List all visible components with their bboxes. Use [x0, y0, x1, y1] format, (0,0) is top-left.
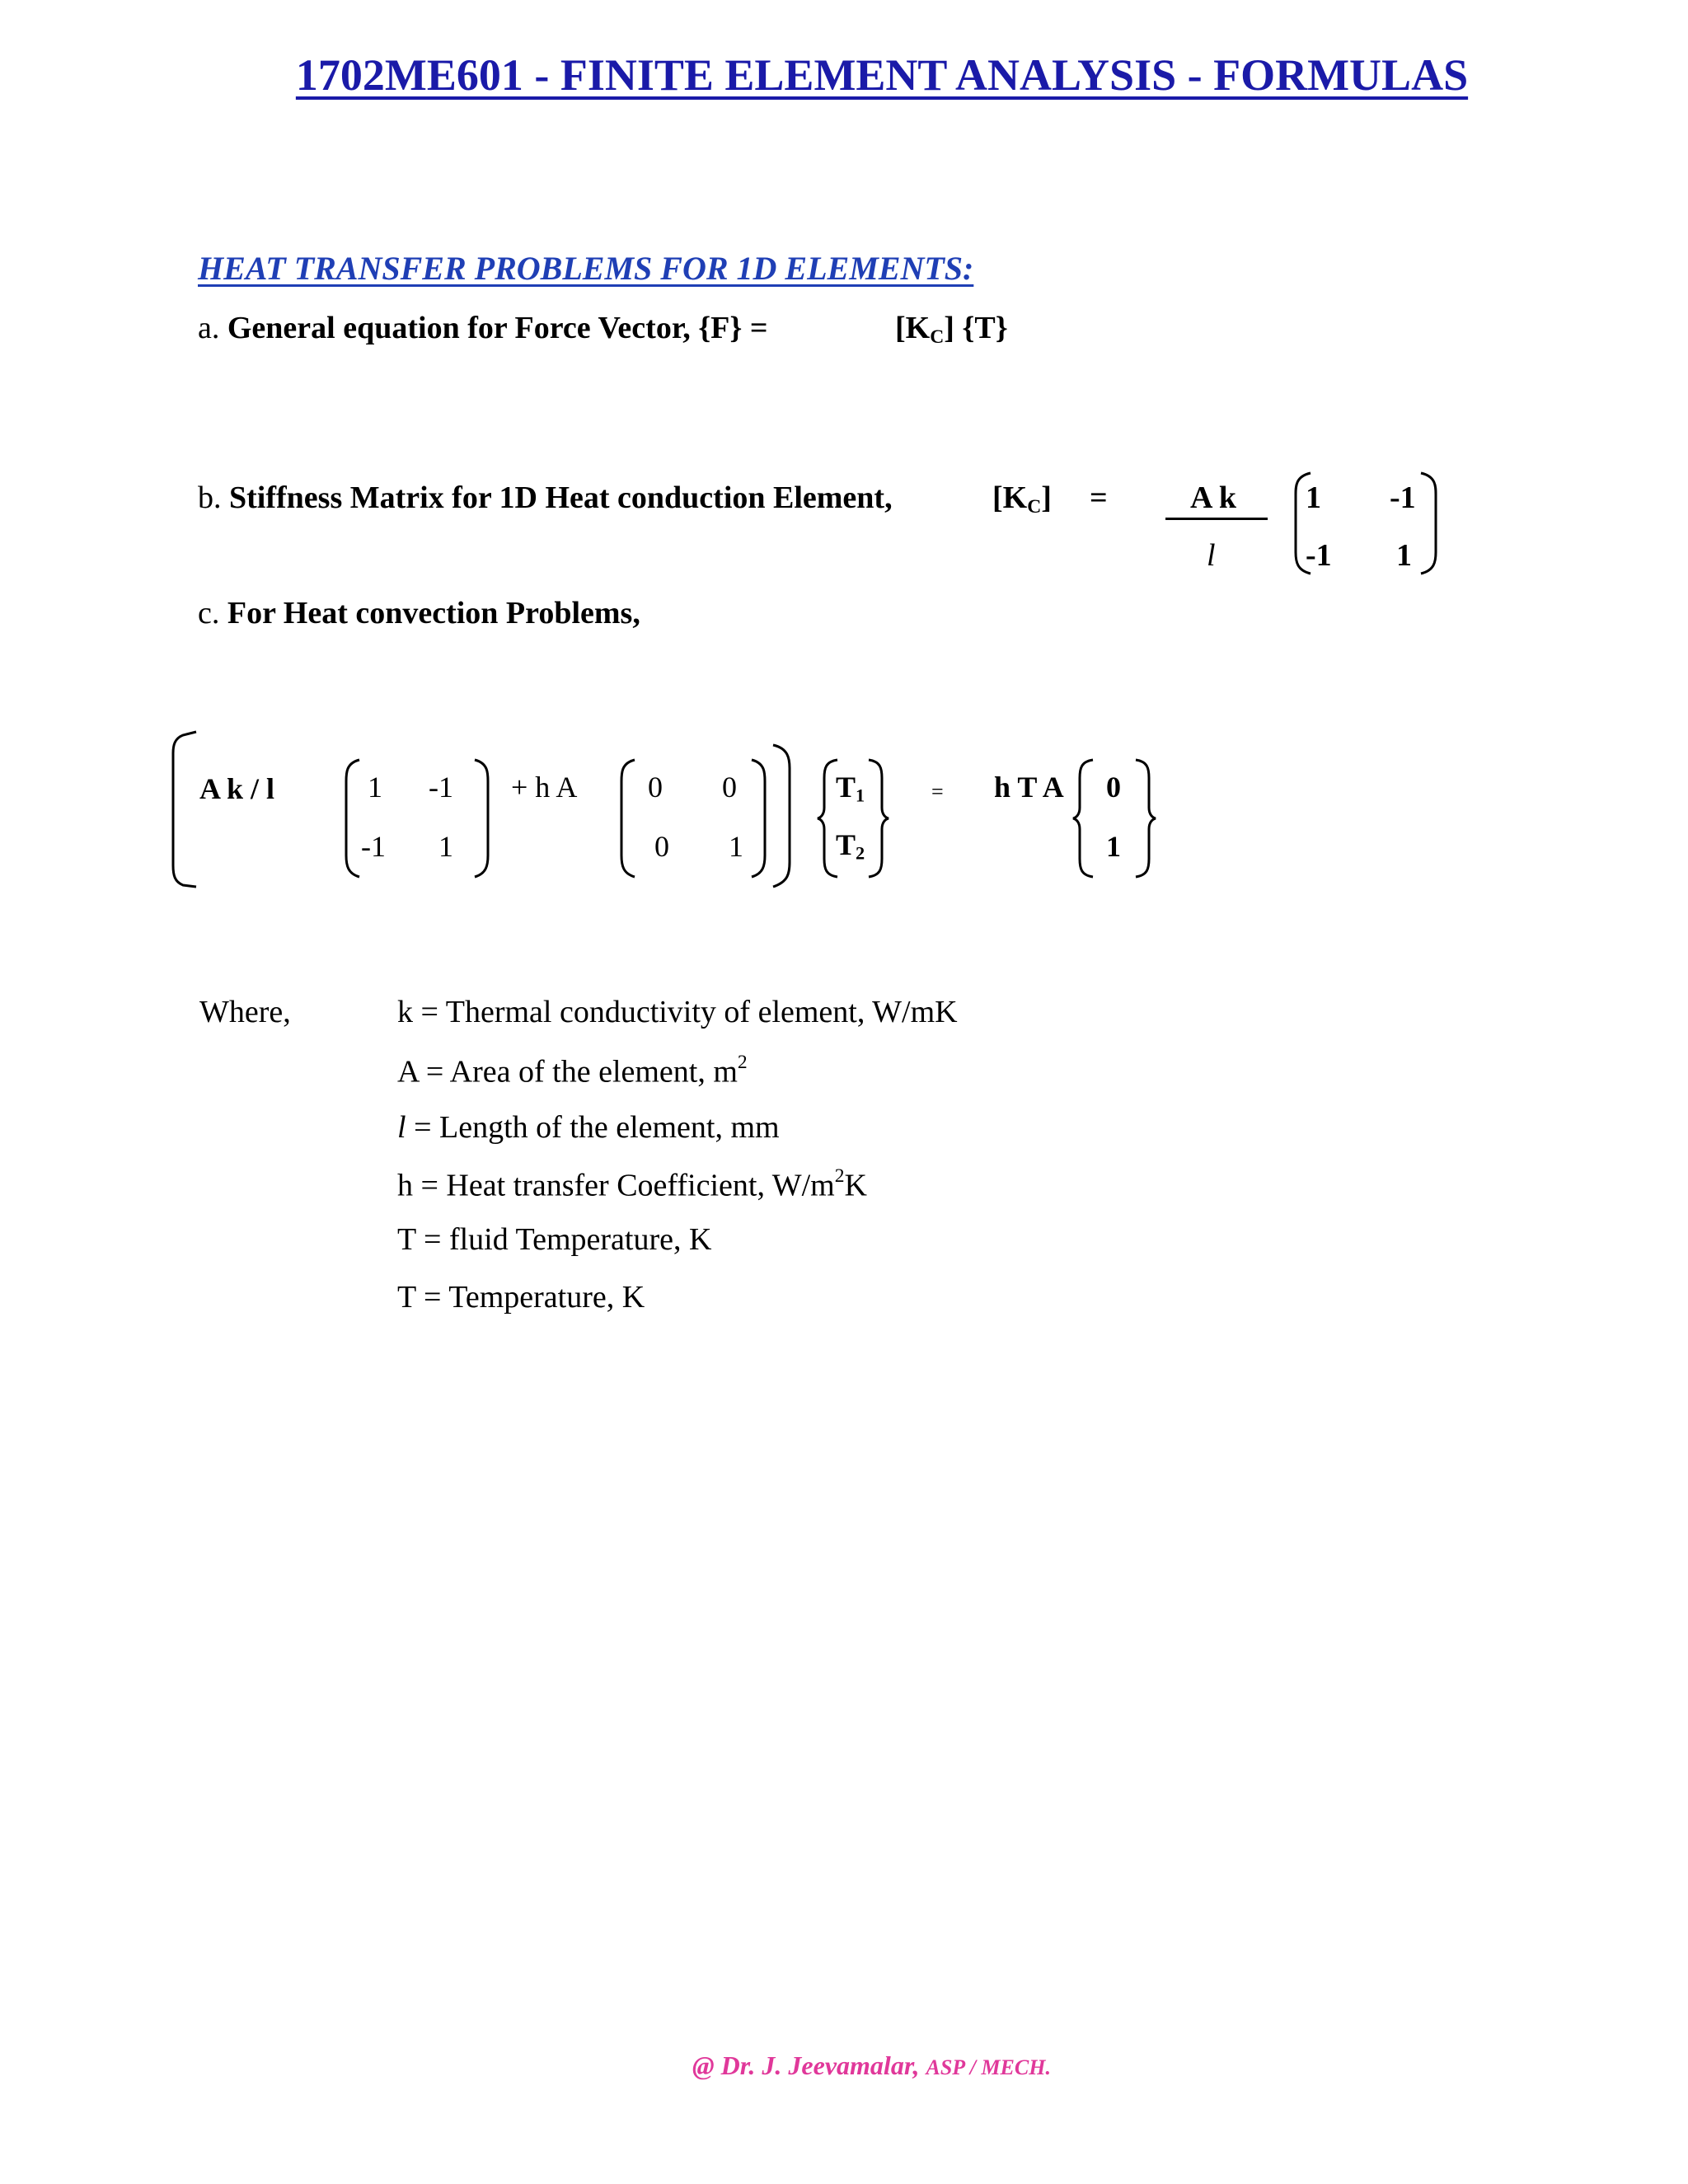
def-h-text: h = Heat transfer Coefficient, W/m: [397, 1168, 835, 1203]
conv-k12: -1: [429, 771, 453, 804]
footer-author: @ Dr. J. Jeevamalar,: [692, 2050, 920, 2080]
item-b-m22: 1: [1396, 538, 1412, 573]
item-b-prefix: b.: [198, 480, 222, 515]
matrix-right-paren: [1416, 470, 1442, 577]
conv-coef: [199, 771, 274, 806]
item-c-prefix: c.: [198, 596, 220, 630]
item-b-lhs-k: [K: [992, 480, 1028, 515]
conv-t1-letter: T: [836, 771, 856, 804]
h-matrix-left-paren: [615, 757, 640, 880]
def-A: [397, 1052, 748, 1090]
def-h-tail: K: [844, 1168, 867, 1203]
conv-r2: 1: [1106, 830, 1121, 863]
conv-k11: 1: [368, 771, 382, 804]
outer-left-bracket: [168, 729, 201, 890]
page-title: 1702ME601 - FINITE ELEMENT ANALYSIS - FORMULAS: [295, 50, 1469, 100]
def-h-sup: 2: [834, 1165, 845, 1187]
item-b-m21: -1: [1306, 538, 1332, 573]
item-a-prefix: a.: [198, 311, 220, 345]
item-a-rhs-k: [K: [895, 311, 931, 345]
item-a-rhs-tail: ] {T}: [944, 311, 1008, 345]
item-a-rhs: [895, 310, 1008, 349]
section-heading: HEAT TRANSFER PROBLEMS FOR 1D ELEMENTS:: [198, 250, 974, 287]
conv-eq: =: [931, 780, 944, 804]
outer-right-bracket: [768, 742, 796, 890]
conv-t1-sub: 1: [856, 785, 865, 806]
item-b-lhs-tail: ]: [1041, 480, 1052, 515]
conv-h12: 0: [722, 771, 737, 804]
item-b: [198, 480, 893, 516]
item-a-label: General equation for Force Vector,: [227, 311, 691, 345]
conv-plus-ha: + h A: [511, 771, 578, 804]
fraction-bar: [1165, 518, 1268, 520]
item-c-label: For Heat convection Problems,: [227, 596, 640, 630]
def-l-text: = Length of the element, mm: [406, 1110, 780, 1145]
conv-coef-text: A k / l: [199, 772, 275, 805]
k-matrix-right-paren: [470, 757, 495, 880]
footer-role: ASP / MECH.: [926, 2055, 1051, 2079]
item-a-rhs-sub: C: [930, 326, 945, 348]
item-c: [198, 595, 640, 631]
def-T: T = Temperature, K: [397, 1280, 645, 1315]
def-k: k = Thermal conductivity of element, W/mK: [397, 995, 958, 1029]
conv-t2: [836, 827, 865, 865]
footer-credit: [692, 2050, 1051, 2081]
item-b-label: Stiffness Matrix for 1D Heat conduction Element,: [229, 480, 893, 515]
conv-h21: 0: [654, 830, 669, 863]
def-h: [397, 1165, 867, 1203]
conv-t2-letter: T: [836, 828, 856, 861]
conv-r1: 0: [1106, 771, 1121, 804]
where-label: Where,: [199, 995, 291, 1029]
item-b-eq: =: [1090, 480, 1108, 515]
item-a-eq: =: [749, 311, 768, 345]
item-b-denominator: l: [1207, 538, 1216, 573]
def-l-var: l: [397, 1110, 406, 1145]
item-b-lhs-sub: C: [1027, 495, 1042, 518]
item-a: [198, 310, 768, 346]
conv-t1: [836, 770, 865, 807]
def-A-text: A = Area of the element, m: [397, 1054, 738, 1090]
conv-t2-sub: 2: [856, 842, 865, 864]
def-A-sup: 2: [737, 1052, 748, 1073]
item-b-m11: 1: [1306, 480, 1321, 515]
conv-h22: 1: [729, 830, 743, 863]
def-l: [397, 1109, 780, 1146]
r-vector-left-brace: [1071, 757, 1096, 880]
item-a-lhs: {F}: [698, 311, 743, 345]
item-b-m12: -1: [1390, 480, 1416, 515]
item-b-lhs: [992, 480, 1052, 518]
r-vector-right-brace: [1132, 757, 1157, 880]
t-vector-right-brace: [865, 757, 890, 880]
item-b-numerator: A k: [1190, 480, 1236, 515]
def-T-fluid: T = fluid Temperature, K: [397, 1222, 712, 1257]
conv-h11: 0: [648, 771, 663, 804]
conv-k22: 1: [438, 830, 453, 863]
conv-rhs-coef: h T A: [994, 771, 1064, 804]
conv-k21: -1: [361, 830, 386, 863]
